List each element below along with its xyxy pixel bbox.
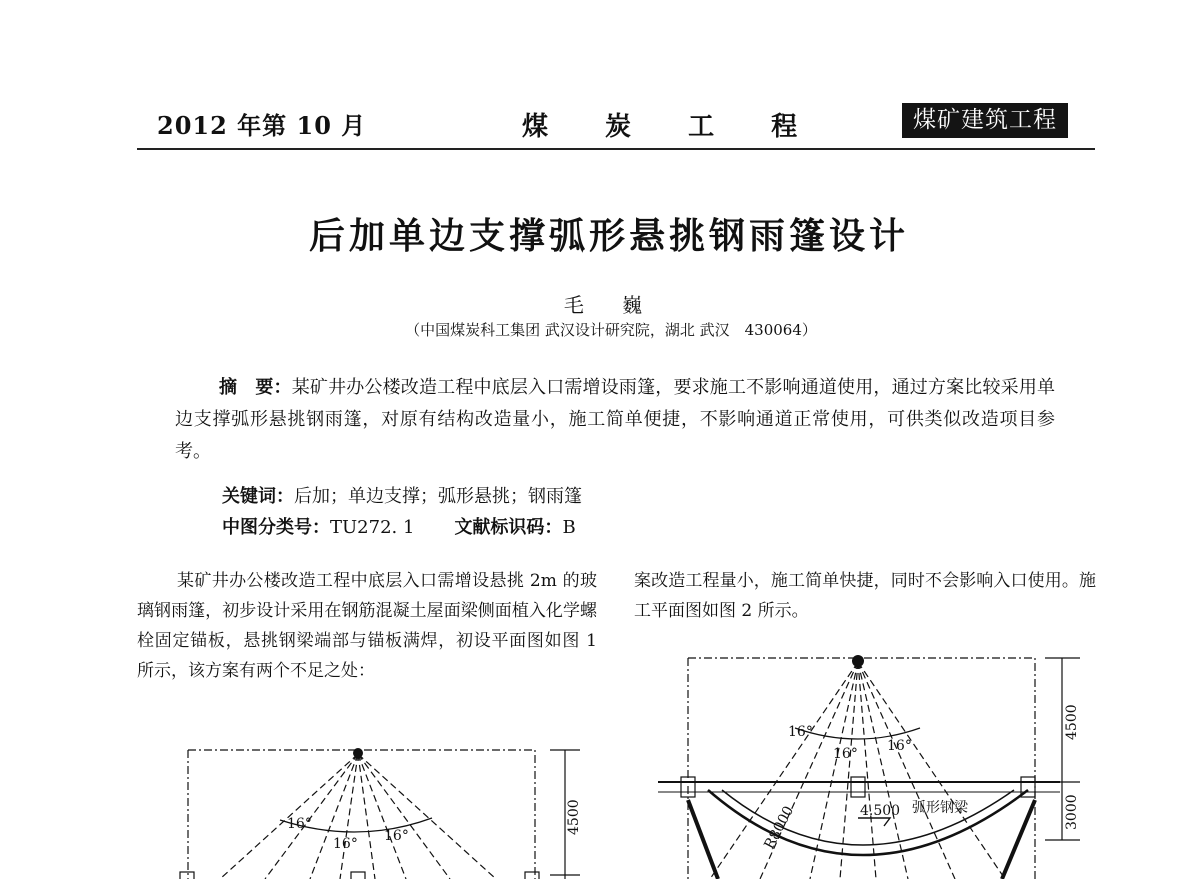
fig2-angle-1: 16° bbox=[788, 724, 813, 740]
fig2-strut-left bbox=[688, 800, 718, 879]
doc-code-value: B bbox=[562, 517, 576, 538]
fig1-column-left bbox=[180, 872, 194, 879]
article-title: 后加单边支撑弧形悬挑钢雨篷设计 bbox=[308, 216, 909, 257]
fig1-dim-label: 4500 bbox=[566, 799, 582, 835]
fig2-radius-label: R8000 bbox=[761, 803, 798, 852]
keywords bbox=[222, 482, 582, 508]
fig1-angle-2: 16° bbox=[333, 836, 358, 852]
fig2-dim-mid: 3000 bbox=[1064, 794, 1080, 830]
classification bbox=[222, 513, 576, 539]
keywords-label: 关键词： bbox=[222, 486, 294, 507]
section-badge: 煤矿建筑工程 bbox=[902, 103, 1068, 138]
header-rule bbox=[137, 148, 1095, 150]
fig1-angle-1: 16° bbox=[287, 816, 312, 832]
fig2-column-mid bbox=[851, 777, 865, 797]
issue-date: 2012 年第 10 月 bbox=[157, 111, 367, 140]
fig2-elevation-marker bbox=[858, 818, 890, 826]
abstract bbox=[175, 372, 1055, 468]
fig2-beam-label: 弧形钢梁 bbox=[912, 800, 968, 816]
fig2-dim-top: 4500 bbox=[1064, 704, 1080, 740]
body-right-paragraph: 案改造工程量小，施工简单快捷，同时不会影响入口使用。施工平面图如图 2 所示。 bbox=[634, 571, 1096, 621]
author-affiliation: （中国煤炭科工集团 武汉设计研究院，湖北 武汉 430064） bbox=[405, 321, 817, 339]
fig1-radial-lines bbox=[220, 754, 496, 879]
fig1-column-mid bbox=[351, 872, 365, 879]
fig1-angle-3: 16° bbox=[384, 828, 409, 844]
fig2-angle-2: 16° bbox=[833, 746, 858, 762]
fig1-outline bbox=[188, 750, 535, 879]
clc-value: TU272. 1 bbox=[330, 517, 415, 538]
fig2-radial-lines bbox=[710, 662, 1005, 879]
figure-1-plan bbox=[170, 740, 600, 879]
abstract-text: 某矿井办公楼改造工程中底层入口需增设雨篷，要求施工不影响通道使用，通过方案比较采用单边支撑弧形悬挑钢雨篷，对原有结构改造量小，施工简单便捷，不影响通道正常使用，可供类似改造项目参考。 bbox=[175, 377, 1056, 462]
clc-label: 中图分类号： bbox=[222, 517, 330, 538]
fig1-column-right bbox=[525, 872, 539, 879]
fig2-angle-3: 16° bbox=[887, 738, 912, 754]
doc-code-label: 文献标识码： bbox=[454, 517, 563, 538]
fig2-elevation-label: 4.500 bbox=[860, 803, 901, 819]
figure-2-plan bbox=[650, 650, 1090, 879]
fig1-pivot bbox=[353, 748, 363, 758]
journal-name: 煤 炭 工 程 bbox=[522, 112, 822, 142]
article-author: 毛 巍 bbox=[563, 293, 659, 317]
fig2-pivot bbox=[852, 655, 864, 667]
body-left-paragraph: 某矿井办公楼改造工程中底层入口需增设悬挑 2m 的玻璃钢雨篷，初步设计采用在钢筋混凝土屋面梁侧面植入化学螺栓固定锚板，悬挑钢梁端部与锚板满焊，初设平面图如图 1 所示，该方案有两个不足之处： bbox=[137, 571, 597, 681]
fig2-strut-right bbox=[1002, 800, 1035, 879]
keywords-text: 后加；单边支撑；弧形悬挑；钢雨篷 bbox=[294, 486, 582, 507]
abstract-label: 摘 要： bbox=[219, 377, 292, 398]
